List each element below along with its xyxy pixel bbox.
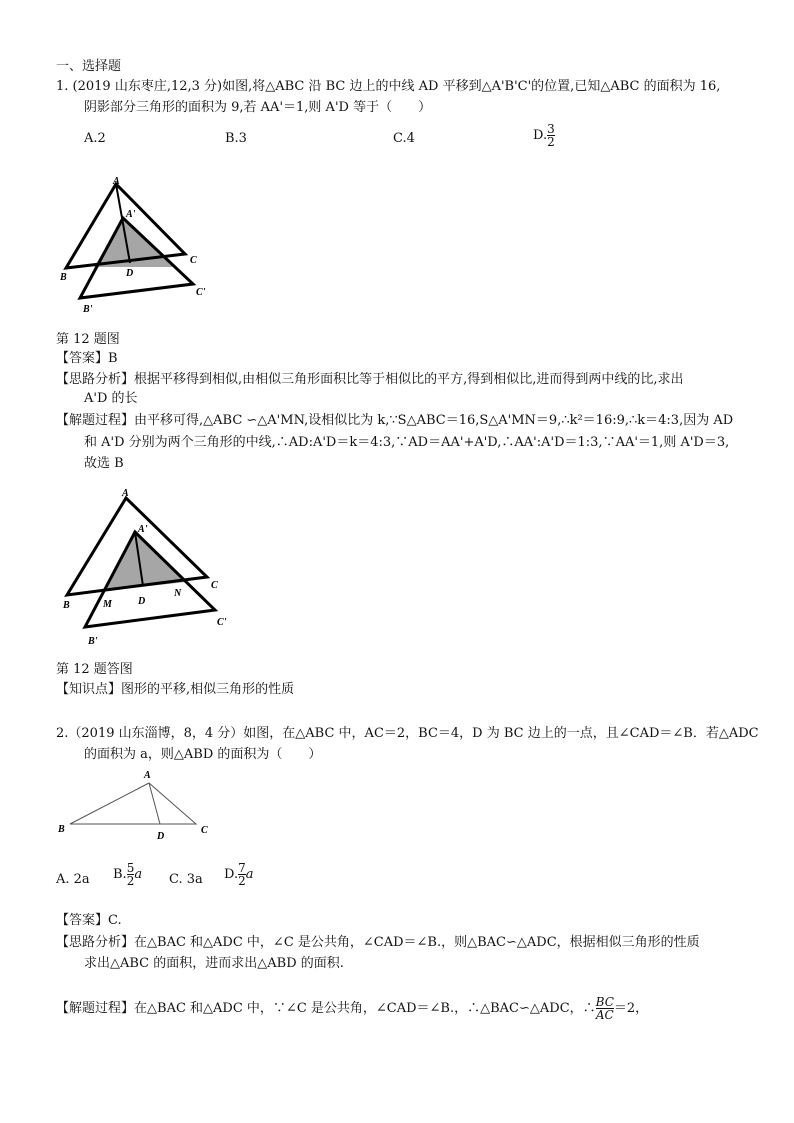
section-title: 一、选择题 — [56, 59, 122, 74]
q1-ans-label-n: N — [174, 588, 182, 599]
q1-stem-line1: 1. (2019 山东枣庄,12,3 分)如图,将△ABC 沿 BC 边上的中线 AD 平移到△A'B'C'的位置,已知△ABC 的面积为 16, — [56, 79, 721, 94]
q1-knowledge: 【知识点】图形的平移,相似三角形的性质 — [56, 682, 295, 697]
q1-label-b1: B' — [83, 304, 93, 315]
q2-process-line1: 【解题过程】在△BAC 和△ADC 中，∵∠C 是公共角，∠CAD＝∠B.，∴△BAC∽△ADC，∴ $\frac{BC}{AC}$ ＝2， — [56, 995, 649, 1022]
q1-process-line2: 和 A'D 分别为两个三角形的中线,∴AD:A'D＝k＝4:3,∵AD＝AA'+A'D,∴AA':A'D＝1:3,∵AA'＝1,则 A'D＝3, — [84, 435, 730, 450]
q1-figure-caption: 第 12 题图 — [56, 332, 120, 347]
q2-option-a: A. 2a — [56, 872, 90, 887]
q1-ans-label-b1: B' — [88, 636, 98, 647]
q1-analysis-line2: A'D 的长 — [84, 391, 138, 406]
q1-ans-label-b: B — [63, 600, 70, 611]
q1-option-b: B.3 — [225, 131, 247, 146]
q1-answer-figure — [56, 482, 246, 652]
q1-label-a: A — [113, 176, 120, 187]
q2-segment-ad — [149, 783, 160, 824]
q2-answer: 【答案】C. — [56, 913, 122, 928]
q2-option-b: B. $\frac{5}{2}$ a — [113, 861, 143, 888]
q1-ans-label-a1: A' — [138, 524, 148, 535]
q1-option-a: A.2 — [84, 131, 106, 146]
q1-answer-figure-caption: 第 12 题答图 — [56, 662, 133, 677]
q1-answer: 【答案】B — [56, 351, 118, 366]
q1-ans-label-c1: C' — [217, 617, 227, 628]
q1-label-a1: A' — [126, 209, 136, 220]
q1-process-line3: 故选 B — [84, 456, 124, 471]
q1-ans-label-m: M — [103, 599, 112, 610]
q1-option-d — [533, 123, 555, 148]
q1-process-line1: 【解题过程】由平移可得,△ABC ∽△A'MN,设相似比为 k,∵S△ABC＝16,S△A'MN＝9,∴k²＝16:9,∴k＝4:3,因为 AD — [56, 413, 734, 428]
q2-option-d-fraction: $\frac{7}{2}$ — [238, 861, 246, 888]
q1-figure — [56, 170, 216, 315]
q2-label-c: C — [201, 825, 208, 836]
q1-option-c: C.4 — [393, 131, 415, 146]
q2-analysis-line1: 【思路分析】在△BAC 和△ADC 中，∠C 是公共角，∠CAD＝∠B.，则△BAC∽△ADC，根据相似三角形的性质 — [56, 935, 700, 950]
q1-ans-label-c: C — [211, 580, 218, 591]
q2-stem-line2: 的面积为 a，则△ABD 的面积为（ ） — [84, 747, 322, 762]
q2-option-d: D. $\frac{7}{2}$ a — [224, 861, 254, 888]
q1-ans-label-a: A — [122, 488, 129, 499]
q1-label-c1: C' — [196, 287, 206, 298]
q1-label-d: D — [126, 268, 134, 279]
q1-option-d-prefix: D. — [533, 128, 548, 143]
q2-stem-line1: 2.（2019 山东淄博，8，4 分）如图，在△ABC 中，AC＝2，BC＝4，D 为 BC 边上的一点，且∠CAD＝∠B．若△ADC — [56, 726, 759, 741]
q1-label-b: B — [60, 272, 67, 283]
q2-triangle — [70, 783, 196, 824]
q2-label-d: D — [157, 831, 165, 842]
q2-analysis-line2: 求出△ABC 的面积，进而求出△ABD 的面积. — [84, 956, 344, 971]
q2-option-b-fraction: $\frac{5}{2}$ — [126, 861, 135, 888]
q1-label-c: C — [190, 255, 197, 266]
q1-option-d-fraction: $\frac{3}{2}$ — [547, 122, 555, 149]
q2-label-b: B — [58, 824, 65, 835]
q1-stem-line2: 阴影部分三角形的面积为 9,若 AA'＝1,则 A'D 等于（ ） — [84, 100, 432, 115]
q2-label-a: A — [144, 770, 151, 781]
q1-ans-label-d: D — [138, 596, 146, 607]
q1-analysis-line1: 【思路分析】根据平移得到相似,由相似三角形面积比等于相似比的平方,得到相似比,进而得到两中线的比,求出 — [56, 372, 684, 387]
q2-figure — [56, 766, 226, 846]
q2-option-c: C. 3a — [169, 872, 203, 887]
q2-process-fraction: $\frac{BC}{AC}$ — [595, 995, 614, 1022]
